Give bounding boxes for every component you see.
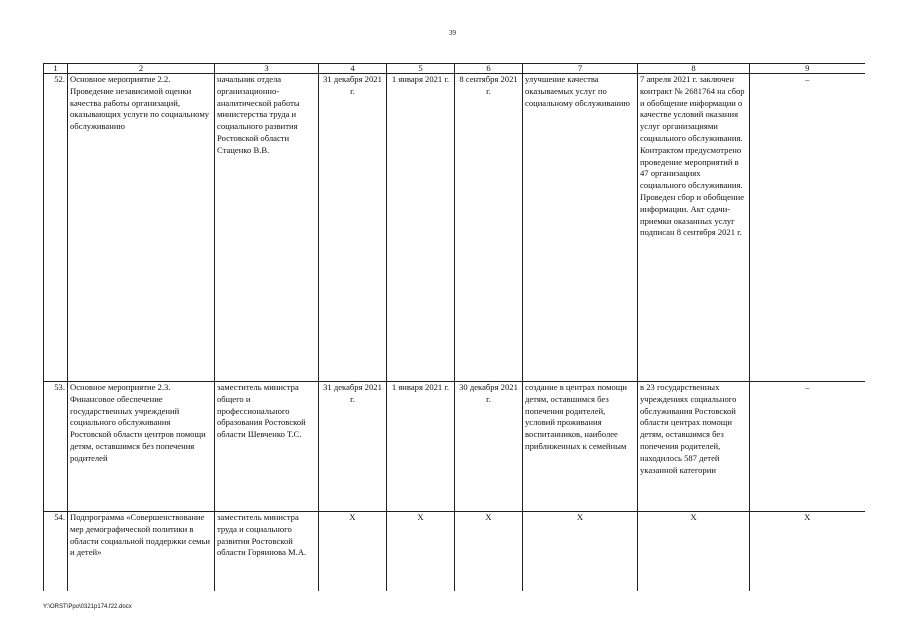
plan-start-date: 1 января 2021 г.: [387, 74, 455, 382]
expected-result: создание в центрах помощи детям, оставшимся без попечения родителей, условий проживания воспитанников, наиболее приближенных к семейным: [523, 382, 638, 512]
responsible-person: заместитель министра общего и профессионального образования Ростовской области Шевченко Т.С.: [215, 382, 319, 512]
page-number: 39: [449, 29, 456, 37]
table-row: [44, 382, 865, 512]
implementation-status: X: [638, 512, 750, 591]
file-path-footer: Y:\ORST\Ppo\0321p174.f22.docx: [43, 604, 132, 610]
column-header: 5: [387, 64, 455, 74]
row-number: 53.: [44, 382, 68, 512]
implementation-status: в 23 государственных учреждениях социального обслуживания Ростовской области центрах помощи детям, оставшимся без попечения родителей, находилось 587 детей указанной категории: [638, 382, 750, 512]
start-date: 31 декабря 2021 г.: [319, 74, 387, 382]
activity-name: Подпрограмма «Совершенствование мер демографической политики в области социальной поддержки семьи и детей»: [68, 512, 215, 591]
note-cell: –: [750, 382, 865, 512]
note-cell: –: [750, 74, 865, 382]
report-table: [43, 63, 865, 591]
expected-result: X: [523, 512, 638, 591]
activity-name: Основное мероприятие 2.2. Проведение независимой оценки качества работы организаций, оказывающих услуги по социальному обслуживанию: [68, 74, 215, 382]
column-header: 8: [638, 64, 750, 74]
column-header: 4: [319, 64, 387, 74]
responsible-person: начальник отдела организационно-аналитической работы министерства труда и социального развития Ростовской области Стаценко В.В.: [215, 74, 319, 382]
activity-name: Основное мероприятие 2.3. Финансовое обеспечение государственных учреждений социального обслуживания Ростовской области центров помощи детям, оставшимся без попечения родителей: [68, 382, 215, 512]
note-cell: X: [750, 512, 865, 591]
expected-result: улучшение качества оказываемых услуг по социальному обслуживанию: [523, 74, 638, 382]
start-date: 31 декабря 2021 г.: [319, 382, 387, 512]
plan-start-date: 1 января 2021 г.: [387, 382, 455, 512]
plan-end-date: 30 декабря 2021 г.: [455, 382, 523, 512]
implementation-status: 7 апреля 2021 г. заключен контракт № 2681764 на сбор и обобщение информации о качестве условий оказания услуг организациями социального обслуживания. Контрактом предусмотрено проведение мероприятий в 47 организациях социального обслуживания. Проведен сбор и обобщение информации. Акт сдачи-приемки оказанных услуг подписан 8 сентября 2021 г.: [638, 74, 750, 382]
plan-start-date: X: [387, 512, 455, 591]
plan-end-date: 8 сентября 2021 г.: [455, 74, 523, 382]
table-row: [44, 512, 865, 591]
table-row: [44, 74, 865, 382]
column-header: 6: [455, 64, 523, 74]
column-header: 7: [523, 64, 638, 74]
plan-end-date: X: [455, 512, 523, 591]
column-header: 3: [215, 64, 319, 74]
column-header: 9: [750, 64, 865, 74]
column-header: 1: [44, 64, 68, 74]
start-date: X: [319, 512, 387, 591]
table-header-row: [44, 64, 865, 74]
row-number: 52.: [44, 74, 68, 382]
column-header: 2: [68, 64, 215, 74]
responsible-person: заместитель министра труда и социального развития Ростовской области Горяинова М.А.: [215, 512, 319, 591]
row-number: 54.: [44, 512, 68, 591]
